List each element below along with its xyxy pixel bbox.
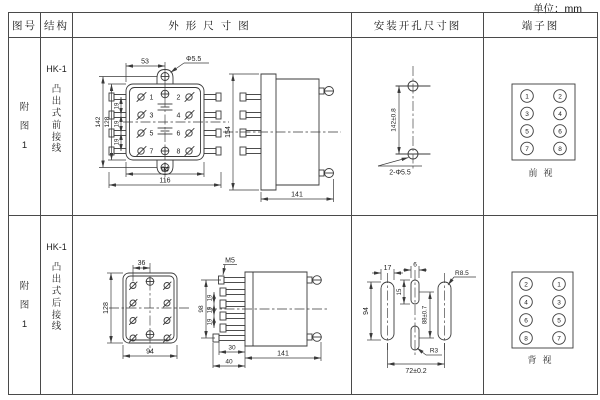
row2-structure-text: 凸出式后接线 [51,262,62,333]
row1-install-cell [352,38,484,216]
terminal-number: 5 [149,130,154,138]
dim-slot-spacing: 72±0.2 [405,368,427,375]
unit-label: 单位：mm [533,3,582,15]
terminal-number: 7 [525,145,529,153]
terminal-number: 4 [524,299,528,307]
top-center-screw [161,90,169,98]
right-terminal-stubs [204,93,221,155]
header-outline: 外形尺寸图 [73,13,352,38]
dim-holes-label: 2-Φ5.5 [389,169,411,177]
header-fig-no: 图号 [9,13,41,38]
dim-pitch: 19 [114,102,121,110]
terminal-number: 2 [558,93,562,101]
terminal-number: 2 [524,281,528,289]
dim-pitch: 19 [114,138,121,146]
dim-slot-width: 17 [383,265,392,272]
terminal-number: 5 [557,317,561,325]
dim-body-width: 94 [161,166,169,174]
dim-stud-len-a: 30 [228,344,236,352]
row2-outline-cell [73,216,352,394]
rear-view [103,260,191,359]
row1-fig-no [9,38,41,216]
terminal-number: 4 [176,112,181,120]
terminal-number: 7 [557,335,561,343]
row1-install-drawing [352,38,483,215]
terminal-number: 5 [525,128,529,136]
dim-pitch: 19 [114,120,121,128]
row1-structure [41,38,73,216]
dim-top-offset: 53 [141,58,149,66]
terminal-number: 2 [176,94,181,102]
row2-outline-drawing [73,216,351,393]
top-ear-screw [161,73,169,81]
row2-terminal-diagram [484,216,597,393]
side-view [223,74,341,202]
dim-center-slot-width: 6 [413,261,417,269]
terminal-number: 6 [176,130,181,138]
dim-center-slot-radius: R3 [429,347,439,355]
dim-pitch: 19 [207,306,214,314]
row2-fig-no-text: 附图1 [19,280,30,330]
terminal-number: 3 [557,299,561,307]
install2-dimensions [363,262,476,376]
terminal-number: 1 [557,281,561,289]
dim-stud-len-b: 40 [225,358,233,366]
dim-body-width: 94 [146,348,154,356]
terminal-number: 3 [149,112,154,120]
header-terminal: 端子图 [484,13,597,38]
side-mounting-studs [307,276,321,342]
front-view [95,56,229,188]
row1-terminal-diagram [484,38,597,215]
row1-fig-no-text: 附图1 [19,102,30,151]
dim-screw-thread: M5 [225,257,235,265]
row2-fig-no [9,216,41,394]
dim-body-height: 128 [104,116,111,128]
row2-install-cell [352,216,484,394]
terminal-number: 1 [525,93,529,101]
side-terminal-stubs [240,93,261,155]
dim-stud-spacing: 98 [198,305,205,313]
terminal-screws [137,93,194,156]
dim-center-slot-height: 15 [397,288,403,296]
rear-side-view [198,258,327,369]
install-dimensions [378,86,422,177]
terminal-number: 6 [558,128,562,136]
terminal-number: 3 [525,110,529,118]
row1-terminal-cell [484,38,597,216]
view-caption: 背视 [527,355,558,365]
view-caption: 前视 [528,168,559,178]
rear-dimensions [103,260,177,359]
dim-pitch: 19 [207,318,214,326]
terminal-number: 8 [176,148,181,156]
terminal-block-outline [512,272,573,348]
dim-center-offset: 36 [137,260,146,267]
row2-structure [41,216,73,394]
dim-body-height: 128 [103,302,110,314]
dim-pitch: 19 [207,294,214,302]
dim-overall-width: 116 [159,177,171,185]
row1-outline-drawing [73,38,351,215]
dim-height: 154 [225,126,232,138]
bottom-center-screw [161,147,169,155]
row1-structure-text: 凸出式前接线 [51,84,62,155]
terminal-number: 1 [149,94,154,102]
dim-depth: 141 [291,191,303,199]
dim-slot-height: 94 [363,307,370,315]
dim-slot-radius: R8.5 [455,270,469,277]
terminal-number: 4 [558,110,562,118]
rear-side-dimensions [198,258,321,369]
terminal-number: 8 [524,335,528,343]
row2-model: HK-1 [46,242,67,252]
row2-install-drawing [352,216,483,393]
row2-terminal-cell [484,216,597,394]
dim-center-slot-spacing: 88±0.7 [422,305,429,325]
dim-depth: 141 [277,350,289,358]
dim-mount-hole-dia: Φ5.5 [186,56,202,63]
terminal-number: 6 [524,317,528,325]
row1-model: HK-1 [46,64,67,74]
terminal-block-outline [512,84,575,160]
spec-table [8,12,598,395]
terminal-number: 7 [149,148,154,156]
row1-outline-cell [73,38,352,216]
header-install: 安装开孔尺寸图 [352,13,484,38]
header-structure: 结构 [41,13,73,38]
dim-hole-spacing: 142±0.8 [390,108,398,132]
terminal-number: 8 [558,145,562,153]
dim-mount-hole-spacing: 142 [95,116,102,128]
